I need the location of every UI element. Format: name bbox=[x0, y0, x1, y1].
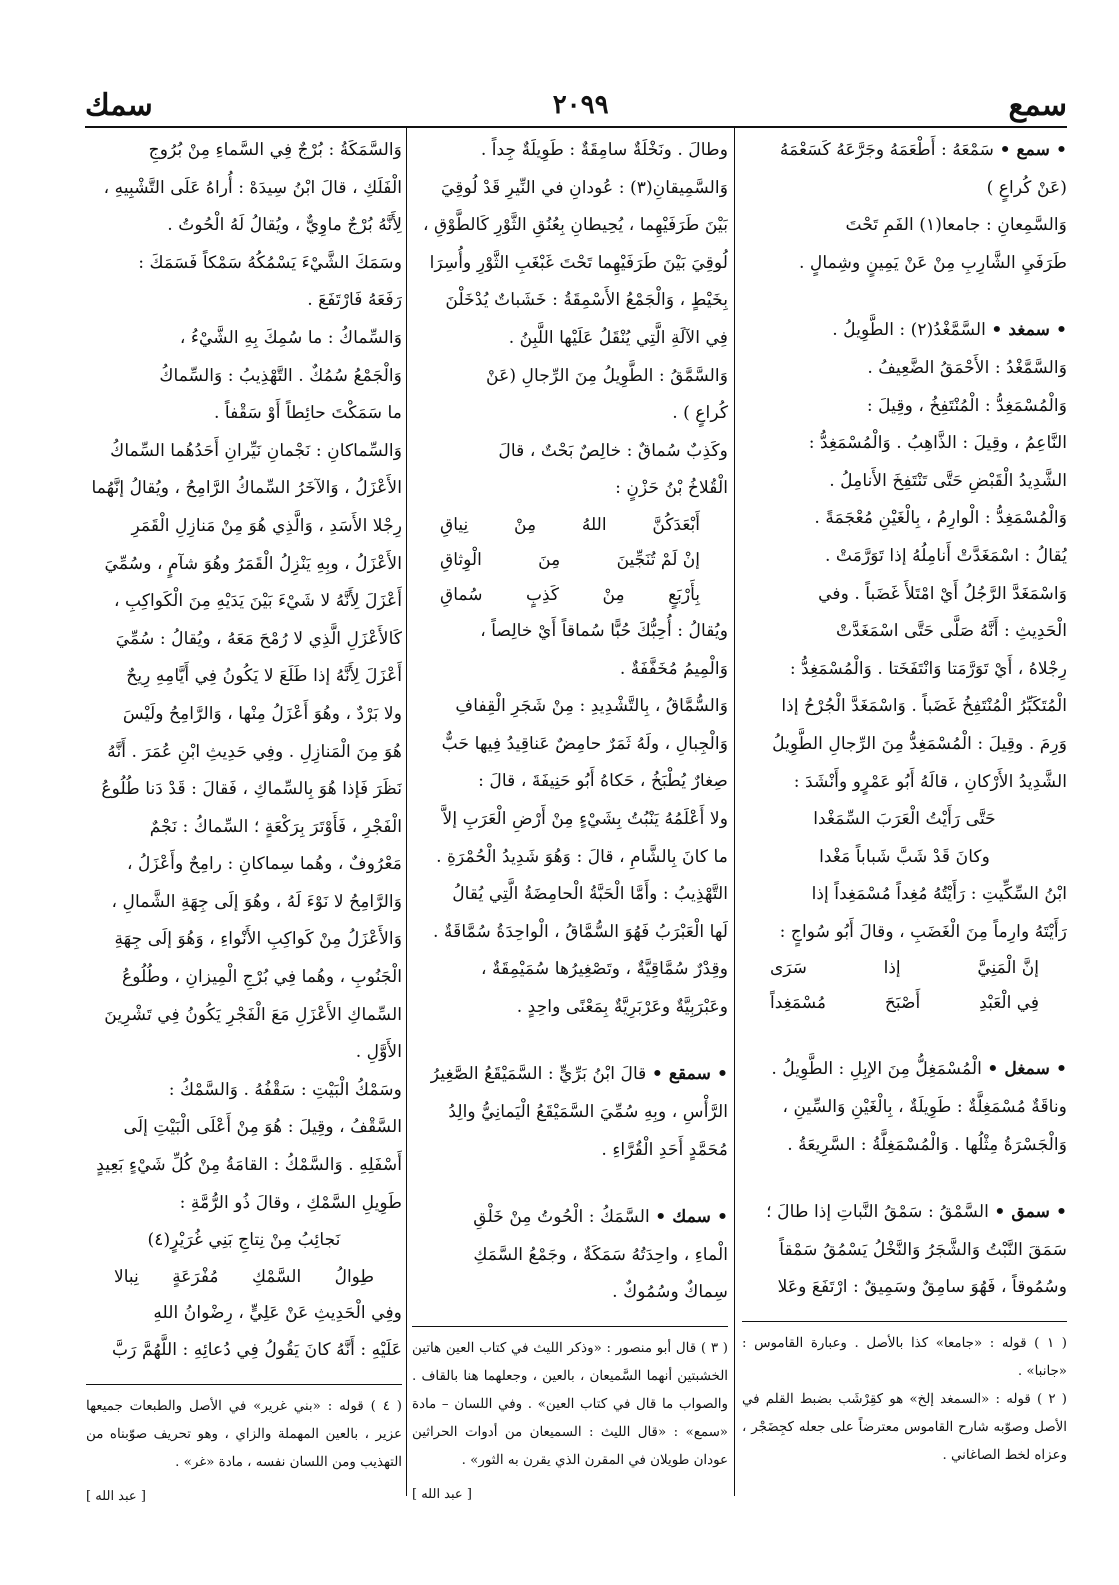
entry-gap bbox=[742, 1164, 1067, 1194]
verse-line bbox=[742, 986, 1067, 1021]
entry-line: ويُقالُ : أُحِبُّكَ حُبًّا سُماقاً أَيْ خالِصاً ، bbox=[480, 620, 728, 641]
verse-word: فِي الْعَبْدِ bbox=[979, 993, 1039, 1014]
verse-word: اللهُ bbox=[581, 514, 607, 535]
verse-line: نَجائِبُ مِنْ نِتاجِ بَنِي غُرَيْرٍ(٤) bbox=[147, 1230, 341, 1251]
verse-line: وكانَ قَدْ شَبَّ شَباباً مَغْدا bbox=[819, 846, 990, 867]
entry-line: لِأَنَّهُ بُرْجٌ ماوِيٌّ ، ويُقالُ لَهُ الْحُوتُ . bbox=[167, 215, 402, 236]
page-number: ٢٠٩٩ bbox=[552, 90, 609, 120]
entry-text: قالَ ابْنُ بَرِّيٍّ : السَّمَيْقَعُ الصَّغِيرُ bbox=[430, 1064, 647, 1085]
entry-line: رِجْلا الأَسَدِ ، وَالَّذِي هُوَ مِنْ مَنازِلِ الْقَمَرِ bbox=[131, 515, 402, 536]
entry-line: وطالَ . ونَخْلَةٌ سامِقَةٌ : طَوِيلَةٌ جِداً . bbox=[480, 140, 728, 160]
verse-line: حَتَّى رَأَيْتُ الْعَرَبَ السِّمَغْدا bbox=[813, 809, 996, 830]
entry-line: سَمَقَ النَّبْتُ وَالشَّجَرُ وَالنَّخْلُ يَسْمُقُ سَمْقاً bbox=[779, 1239, 1067, 1260]
entry-line: صِغارٌ يُطْبَخُ ، حَكاهُ أَبُو حَنِيفَةَ ، قالَ : bbox=[478, 771, 728, 792]
entry-line bbox=[742, 312, 1067, 350]
footnote-rule bbox=[86, 1384, 402, 1385]
verse-line bbox=[412, 543, 728, 578]
verse-word: أَصْبَحَ bbox=[884, 993, 921, 1014]
entry-line: الْفَلَكِ ، قالَ ابْنُ سِيدَهْ : أُراهُ عَلَى التَّشْبِيهِ ، bbox=[103, 177, 402, 198]
entry-line: وَرِمَ . وقِيلَ : الْمُسْمَغِدُّ مِنَ الرِّجالِ الطَّوِيلُ bbox=[772, 733, 1067, 754]
verse-word: بِأَرْبَعٍ bbox=[668, 584, 700, 605]
entry-line: ما سَمَكْتَ حائِطاً أَوْ سَقْفاً . bbox=[213, 403, 402, 424]
page-header bbox=[85, 86, 1067, 124]
entry-line: وَالْمُسْمَغِدُّ : الْمُنْتَفِخُ ، وقِيلَ : bbox=[866, 395, 1067, 416]
headword: • سمغد • bbox=[991, 320, 1067, 341]
entry-line: وسَمْكُ الْبَيْتِ : سَقْفُهُ . وَالسَّمْكُ : bbox=[168, 1079, 402, 1100]
entry-line: الأَوَّلِ . bbox=[355, 1042, 402, 1063]
entry-line: أَعْزَلَ لِأَنَّهُ إذا طَلَعَ لا يَكُونُ فِي أَيَّامِهِ رِيحٌ bbox=[126, 666, 402, 687]
entry-line: كُراعٍ ) . bbox=[672, 403, 728, 424]
verse-line bbox=[412, 508, 728, 543]
entry-line: لُوقِيَ بَيْنَ طَرَفَيْهِما تَحْتَ غَبْغَبِ الثَّوْرِ وأُسِرَا bbox=[429, 252, 728, 273]
entry-line: (عَنْ كُراعٍ ) bbox=[986, 177, 1067, 198]
entry-gap bbox=[742, 1021, 1067, 1051]
verse-word: مِنْ bbox=[514, 514, 537, 535]
entry-line: وَالْجِبالِ ، ولَهُ ثَمَرٌ حامِضٌ عَناقِيدُ فِيها حَبٌّ bbox=[441, 733, 728, 754]
headword: • سمقع • bbox=[651, 1064, 728, 1085]
entry-line: وسَمَكَ الشَّيْءَ يَسْمُكُهُ سَمْكاً فَسَمَكَ : bbox=[138, 252, 402, 273]
editor-signature bbox=[86, 1489, 402, 1502]
footnote: ( ٢ ) قوله : «السمغد إلخ» هو كقِرْشَب بضبط القلم في الأصل وصوّبه شارح القاموس معترضاً على جعله كجِضَجْر ، وعزاه لخط الصاغاني . bbox=[742, 1392, 1067, 1464]
entry-line: وعَبْرَبِيَّةٌ وعَرْبَرِيَّةٌ بِمَعْنًى واحِدٍ . bbox=[516, 996, 728, 1017]
entry-line: وناقَةٌ مُسْمَغِلَّةٌ : طَوِيلَةٌ ، بِالْغَيْنِ وَالسِّينِ ، bbox=[782, 1097, 1067, 1118]
verse-word: إذا bbox=[883, 958, 901, 979]
entry-line: وَالسَّمِعانِ : جامعا(١) الفَمِ تَحْتَ bbox=[845, 215, 1067, 236]
entry-line: لَها الْعَبْرَبُ فَهُوَ السُّمَّاقُ ، الْواحِدَةُ سُمَّاقَةٌ . bbox=[433, 921, 728, 942]
column-left bbox=[86, 132, 402, 1502]
entry-line: ابْنُ السِّكِّيتِ : رَأَيْتُهُ مُغِداً مُسْمَغِداً إذا bbox=[811, 884, 1067, 905]
entry-line: الشَّدِيدُ الأَرْكانِ ، قالَهُ أَبُو عَمْرٍو وأَنْشَدَ : bbox=[793, 771, 1067, 792]
verse-word: طِوالُ bbox=[334, 1266, 374, 1287]
entry-line: عَلَيْهِ : أَنَّهُ كانَ يَقُولُ فِي دُعائِهِ : اللَّهُمَّ رَبَّ bbox=[112, 1340, 402, 1361]
headword: • سمغل • bbox=[987, 1059, 1067, 1080]
entry-line: مُحَمَّدٍ أَحَدِ الْقُرَّاءِ . bbox=[601, 1139, 728, 1160]
entry-line: الشَّدِيدُ الْقَبْضِ حَتَّى تَنْتَفِخَ الأَنامِلُ . bbox=[829, 470, 1067, 491]
entry-text: سَمْعَهُ : أَطْعَمَهُ وجَرَّعَهُ كَسَعْمَهُ bbox=[779, 140, 995, 160]
entry-line: وَالْجَمْعُ سُمُكٌ . التَّهْذِيبُ : وَالسِّماكُ bbox=[159, 365, 402, 386]
entry-line: أَسْفَلِهِ . وَالسَّمْكُ : القامَةُ مِنْ كُلِّ شَيْءٍ بَعِيدٍ bbox=[96, 1155, 402, 1176]
column-divider-left bbox=[406, 126, 407, 1496]
entry-line: رَفَعَهُ فَارْتَفَعَ . bbox=[307, 290, 402, 311]
column-divider-right bbox=[734, 126, 735, 1496]
entry-line: رَأَيْتَهُ وارِماً مِنَ الْغَضَبِ ، وقالَ أَبُو سُواجٍ : bbox=[779, 921, 1067, 942]
verse-word: سُماقِ bbox=[440, 584, 483, 605]
entry-line: ولا أَعْلَمُهُ يَنْبُتُ بِشَيْءٍ مِنْ أَرْضِ الْعَرَبِ إلاَّ bbox=[442, 808, 728, 829]
footnotes bbox=[412, 1335, 728, 1475]
verse-word: كَذِبٍ bbox=[525, 584, 560, 605]
entry-line: السِّماكِ الأَعْزَلِ مَعَ الْفَجْرِ يَكُونُ فِي تَشْرِينَ bbox=[104, 1004, 402, 1025]
entry-line: طَوِيلِ السَّمْكِ ، وقالَ ذُو الرُّمَّةِ : bbox=[179, 1192, 402, 1213]
editor-signature bbox=[412, 1487, 728, 1502]
header-right-word: سمع bbox=[1008, 87, 1067, 123]
verse-word: إنَّ الْمَنِيَّ bbox=[977, 958, 1039, 979]
entry-line: الْمُتَكَبِّرُ الْمُنْتَفِخُ غَضَباً . وَاسْمَغَدَّ الْجُرْحُ إذا bbox=[781, 696, 1067, 717]
entry-line: وَالسَّمَّغْدُ : الأَحْمَقُ الضَّعِيفُ . bbox=[867, 357, 1067, 378]
verse-word: مُفْرَعَةٍ bbox=[172, 1266, 219, 1287]
entry-line: طَرَفَيِ الشَّارِبِ مِنْ عَنْ يَمِينٍ وشِمالٍ . bbox=[799, 252, 1067, 273]
verse-line bbox=[742, 951, 1067, 986]
footnote: ( ٤ ) قوله : «بني غرير» في الأصل والطبعات جميعها عزير ، بالعين المهملة والزاي ، وهو تحريف صوّبناه من التهذيب ومن اللسان نفسه ، مادة «غر» . bbox=[86, 1399, 402, 1470]
entry-line: التَّهْذِيبُ : وأَمَّا الْحَبَّةُ الْحامِضَةُ الَّتِي يُقالُ bbox=[452, 884, 728, 905]
verse-word: سَرَى bbox=[770, 958, 807, 979]
entry-text: السَّمَكُ : الْحُوتُ مِنْ خَلْقِ bbox=[473, 1207, 650, 1228]
entry-line: بَيْنَ طَرَفَيْهِما ، يُحِيطانِ بِعُنُقِ الثَّوْرِ كَالطَّوْقِ ، bbox=[422, 215, 728, 236]
verse-word: الْوِثاقِ bbox=[440, 549, 482, 570]
column-right bbox=[742, 132, 1067, 1502]
header-rule bbox=[85, 126, 1067, 128]
entry-line: السَّقْفُ ، وقِيلَ : هُوَ مِنْ أَعْلَى الْبَيْتِ إلَى bbox=[123, 1117, 402, 1138]
entry-line: سِماكٌ وسُمُوكٌ . bbox=[612, 1282, 728, 1303]
verse-word: أَبْعَدَكُنَّ bbox=[652, 514, 700, 535]
verse-word: نِبالا bbox=[114, 1266, 139, 1287]
entry-line: نَظَرَ فَإذا هُوَ بِالسِّماكِ ، فَقالَ : قَدْ دَنا طُلُوعُ bbox=[101, 779, 402, 800]
entry-line: وَالسُّمَّاقُ ، بِالتَّشْدِيدِ : مِنْ شَجَرِ الْقِفافِ bbox=[455, 696, 728, 717]
entry-line bbox=[412, 1056, 728, 1094]
headword: • سمع • bbox=[999, 140, 1067, 160]
entry-text: السَّمَّغْدُ(٢) : الطَّوِيلُ . bbox=[832, 320, 986, 341]
entry-line: فِي الآلَةِ الَّتِي يُنْقَلُ عَلَيْها اللَّبِنُ . bbox=[508, 327, 728, 348]
entry-text: السَّمْقُ : سَمْقُ النَّباتِ إذا طالَ ؛ bbox=[766, 1202, 989, 1223]
entry-line: وَالْمِيمُ مُخَفَّفَةٌ . bbox=[619, 658, 728, 679]
footnote: ( ٣ ) قال أبو منصور : «وذكر الليث في كتاب العين هاتين الخشبتين أنهما السَّميعان ، بالعين ، وجعلهما هنا بالقاف . والصواب ما قال في كتاب العين» . وفي اللسان – مادة «سمع» : «قال الليث : السميعان من أدوات الحراثين عودان طويلان في المقرن الذي يقرن به الثور» . bbox=[412, 1341, 728, 1469]
signature-text: [ عبد الله ] bbox=[86, 1489, 146, 1502]
entry-line: ما كانَ بِالشَّامِ ، قالَ : وَهُوَ شَدِيدُ الْحُمْرَةِ . bbox=[436, 846, 728, 867]
entry-line: الأَعْزَلُ ، وَالآخَرُ السِّماكُ الرَّامِحُ ، ويُقالُ إنَّهُما bbox=[91, 478, 402, 499]
entry-line: وَالأَعْزَلُ مِنْ كَواكِبِ الأَنْواءِ ، وَهُوَ إلَى جِهَةِ bbox=[114, 929, 402, 950]
headword: • سمك • bbox=[655, 1207, 728, 1228]
entry-line bbox=[742, 1194, 1067, 1232]
verse-word: مِنْ bbox=[602, 584, 625, 605]
entry-line: وكَذِبٌ سُماقٌ : خالِصٌ بَحْتٌ ، قالَ bbox=[498, 440, 728, 461]
entry-line: بِخَيْطٍ ، وَالْجَمْعُ الأَسْمِقَةُ : خَشَباتٌ يُدْخَلْنَ bbox=[445, 290, 728, 311]
entry-gap bbox=[412, 1026, 728, 1056]
entry-line: ولا بَرْدٌ ، وهُوَ أَعْزَلُ مِنْها ، وَالرَّامِحُ ولَيْسَ bbox=[122, 703, 402, 724]
entry-line: مَعْرُوفٌ ، وهُما سِماكانِ : رامِحٌ وأَعْزَلُ ، bbox=[126, 854, 402, 875]
entry-line: الْقُلاخُ بْنُ حَزْنٍ : bbox=[615, 478, 728, 499]
entry-line: وفِي الْحَدِيثِ عَنْ عَلِيٍّ ، رِضْوانُ اللهِ bbox=[153, 1302, 402, 1323]
entry-line: وَالرَّامِحُ لا نَوْءَ لَهُ ، وهُوَ إلَى جِهَةِ الشَّمالِ ، bbox=[111, 891, 402, 912]
footnote-rule bbox=[742, 1321, 1067, 1322]
entry-line: وَالسِّماكُ : ما سُمِكَ بِهِ الشَّيْءُ ، bbox=[179, 327, 402, 348]
entry-line: وَالسِّماكانِ : نَجْمانِ نَيِّرانِ أَحَدُهُما السِّماكُ bbox=[110, 440, 402, 461]
verse-word: مُسْمَغِداً bbox=[770, 993, 826, 1014]
entry-line: هُوَ مِنَ الْمَنازِلِ . وفِي حَدِيثِ ابْنِ عُمَرَ . أَنَّهُ bbox=[107, 741, 402, 762]
signature-text: [ عبد الله ] bbox=[412, 1487, 472, 1502]
entry-line: الْماءِ ، واحِدَتُهُ سَمَكَةٌ ، وجَمْعُ السَّمَكِ bbox=[473, 1244, 728, 1265]
entry-line: النَّاعِمُ ، وقِيلَ : الذَّاهِبُ . وَالْمُسْمَغِدُّ : bbox=[808, 433, 1067, 454]
verse-line bbox=[86, 1260, 402, 1295]
footnotes bbox=[86, 1393, 402, 1477]
entry-line: الْفَجْرِ ، فَأَوْتَرَ بِرَكْعَةٍ ؛ السِّماكُ : نَجْمٌ bbox=[149, 816, 402, 837]
entry-line: رِجْلاهُ ، أَيْ تَوَرَّمَتا وَانْتَفَخَتا . وَالْمُسْمَغِدُّ : bbox=[789, 658, 1067, 679]
headword: • سمق • bbox=[994, 1202, 1067, 1223]
verse-word: مِنَ bbox=[538, 549, 561, 570]
entry-line: وَالسَّمَّقُ : الطَّوِيلُ مِنَ الرِّجالِ (عَنْ bbox=[486, 365, 728, 386]
entry-line: وقِدْرٌ سُمَّاقِيَّةٌ ، وتَصْغِيرُها سُمَيْمِقَةٌ ، bbox=[480, 959, 728, 980]
entry-line: الْحَدِيثِ : أَنَّهُ صَلَّى حَتَّى اسْمَغَدَّتْ bbox=[835, 621, 1067, 642]
header-left-word: سمك bbox=[85, 87, 153, 123]
entry-line: الرَّأْسِ ، وبِهِ سُمِّيَ السَّمَيْقَعُ الْيَمانِيُّ والِدُ bbox=[448, 1102, 728, 1123]
entry-line: وسُمُوقاً ، فَهُوَ سامِقٌ وسَمِيقٌ : ارْتَفَعَ وعَلا bbox=[777, 1277, 1067, 1298]
entry-line: الْجَنُوبِ ، وهُما فِي بُرْجِ الْمِيزانِ ، وطُلُوعُ bbox=[122, 967, 402, 988]
verse-line bbox=[412, 578, 728, 613]
entry-line: وَاسْمَغَدَّ الرَّجُلُ أَيْ امْتَلأَ غَضَباً . وفي bbox=[818, 583, 1067, 604]
entry-line bbox=[742, 132, 1067, 170]
entry-line bbox=[742, 1051, 1067, 1089]
entry-text: الْمُسْمَغِلُّ مِنَ الإبِلِ : الطَّوِيلُ . bbox=[771, 1059, 982, 1080]
verse-word: السَّمْكِ bbox=[251, 1266, 302, 1287]
entry-line: الأَعْزَلُ ، وبِهِ يَنْزِلُ الْقَمَرُ وهُوَ شآمٍ ، وسُمِّيَ bbox=[104, 553, 402, 574]
entry-gap bbox=[742, 282, 1067, 312]
entry-line bbox=[412, 1199, 728, 1237]
entry-line: وَالْمُسْمَغِدُّ : الْوارِمُ ، بِالْغَيْنِ مُعْجَمَةً . bbox=[814, 508, 1067, 529]
verse-word: إنْ لَمْ تُنَجِّينَ bbox=[616, 549, 700, 570]
entry-line: وَالسَّمِيقانِ(٣) : عُودانِ في النِّيرِ قَدْ لُوقِيَ bbox=[440, 177, 728, 198]
entry-line: وَالسَّمَكَةُ : بُرْجٌ فِي السَّماءِ مِنْ بُرُوجِ bbox=[148, 140, 402, 160]
column-middle bbox=[412, 132, 728, 1502]
entry-line: وَالْجَسْرَةُ مِثْلُها . وَالْمُسْمَغِلَّةُ : السَّرِيعَةُ . bbox=[787, 1134, 1067, 1155]
footnote: ( ١ ) قوله : «جامعا» كذا بالأصل . وعبارة القاموس : «جانبا» . bbox=[742, 1336, 1067, 1380]
verse-word: نِياقِ bbox=[440, 514, 469, 535]
entry-gap bbox=[412, 1169, 728, 1199]
entry-line: يُقالُ : اسْمَغَدَّتْ أَنامِلُهُ إذا تَوَرَّمَتْ . bbox=[824, 545, 1067, 566]
entry-line: أَعْزَلَ لِأَنَّهُ لا شَيْءَ بَيْنَ يَدَيْهِ مِنَ الْكَواكِبِ ، bbox=[113, 591, 402, 612]
entry-line: كَالأَعْزَلِ الَّذِي لا رُمْحَ مَعَهُ ، ويُقالُ : سُمِّيَ bbox=[115, 628, 402, 649]
footnote-rule bbox=[412, 1326, 728, 1327]
footnotes bbox=[742, 1330, 1067, 1470]
